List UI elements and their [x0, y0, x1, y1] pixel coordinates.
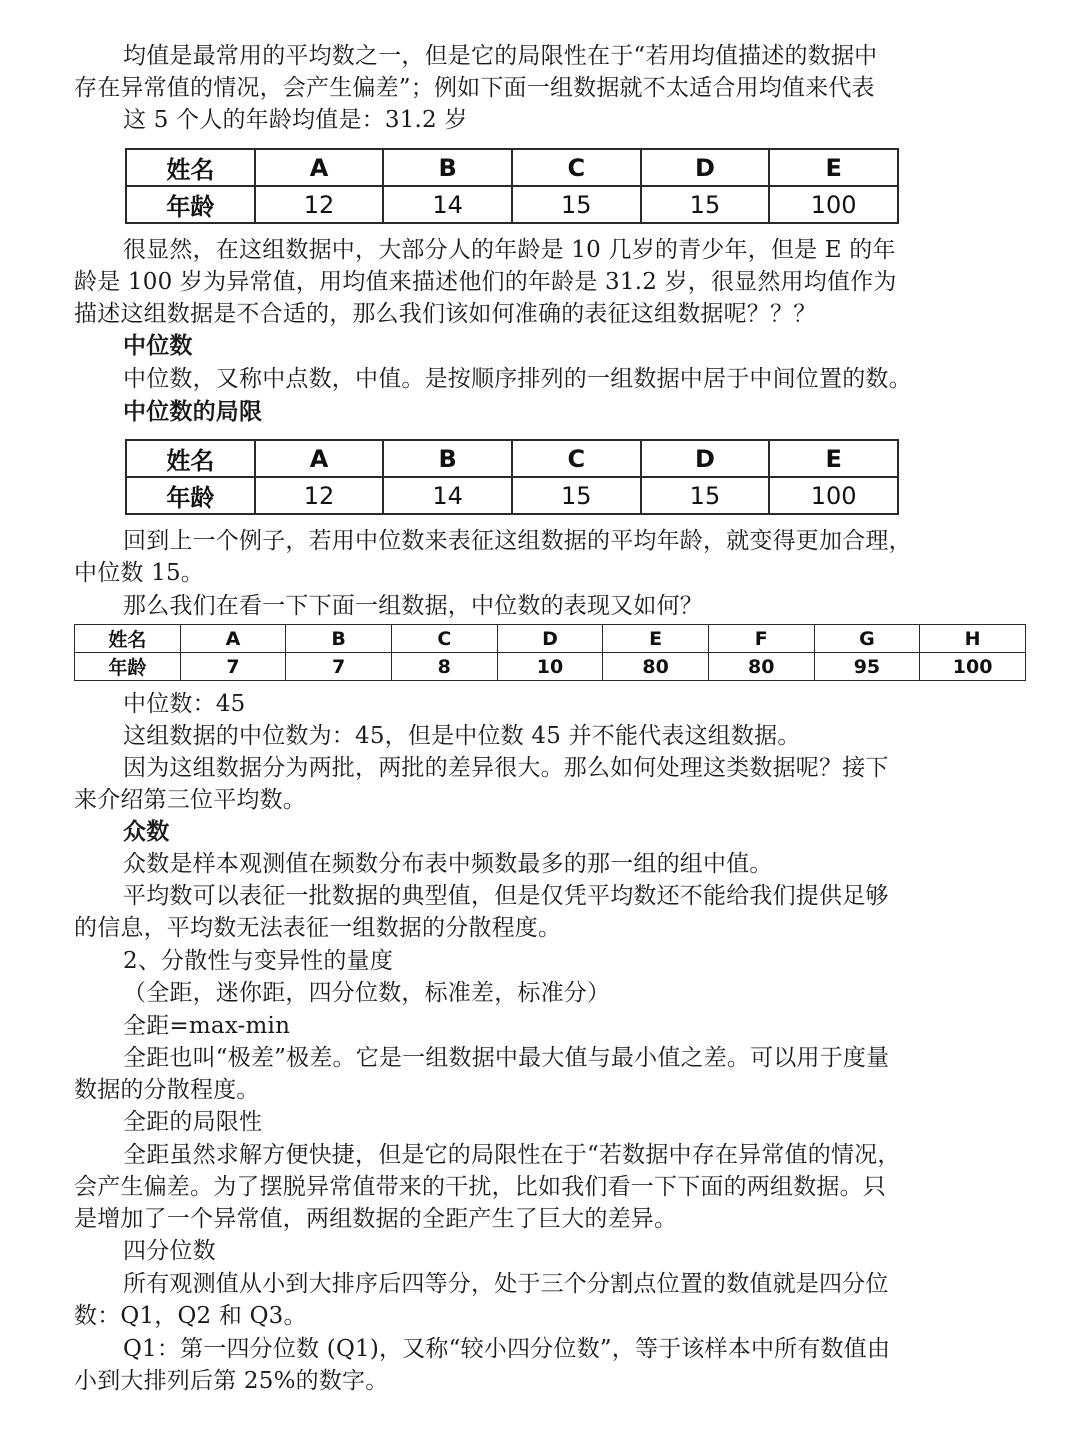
paragraph-outlier-line3: 描述这组数据是不合适的，那么我们该如何准确的表征这组数据呢？？？	[74, 301, 817, 327]
table-cell: 80	[603, 653, 709, 681]
table-cell: 年龄	[75, 653, 181, 681]
table-row	[75, 653, 1026, 681]
table-cell: 12	[255, 477, 384, 514]
paragraph-median-45: 中位数：45	[123, 691, 246, 717]
table-cell: H	[920, 625, 1026, 653]
paragraph-average-limit-line2: 的信息，平均数无法表征一组数据的分散程度。	[74, 915, 562, 941]
heading-quartiles: 四分位数	[123, 1238, 216, 1264]
paragraph-outlier-line2: 龄是 100 岁为异常值，用均值来描述他们的年龄是 31.2 岁，很显然用均值作为	[74, 269, 897, 295]
table-cell: 姓名	[126, 149, 255, 186]
table-cell: 12	[255, 186, 384, 223]
table-cell: 100	[769, 477, 898, 514]
heading-median-limit: 中位数的局限	[123, 399, 263, 425]
paragraph-next-example: 那么我们在看一下下面一组数据，中位数的表现又如何？	[123, 593, 703, 619]
table-row	[126, 186, 898, 223]
paragraph-median-45-note: 这组数据的中位数为：45，但是中位数 45 并不能代表这组数据。	[123, 723, 801, 749]
paragraph-q1-line2: 小到大排列后第 25%的数字。	[74, 1368, 389, 1394]
table-cell: D	[641, 149, 770, 186]
table-cell: 15	[641, 186, 770, 223]
paragraph-quartiles-line1: 所有观测值从小到大排序后四等分，处于三个分割点位置的数值就是四分位	[123, 1271, 889, 1297]
paragraph-range-limit-line3: 是增加了一个异常值，两组数据的全距产生了巨大的差异。	[74, 1206, 678, 1232]
paragraph-median-example-line1: 回到上一个例子，若用中位数来表征这组数据的平均年龄，就变得更加合理，	[123, 528, 912, 554]
table-cell: A	[180, 625, 286, 653]
paragraph-range-definition-line2: 数据的分散程度。	[74, 1077, 260, 1103]
paragraph-median-definition: 中位数，又称中点数，中值。是按顺序排列的一组数据中居于中间位置的数。	[123, 366, 912, 392]
table-header-row	[75, 625, 1026, 653]
paragraph-outlier-line1: 很显然，在这组数据中，大部分人的年龄是 10 几岁的青少年，但是 E 的年	[123, 237, 896, 263]
table-cell: E	[603, 625, 709, 653]
table-cell: B	[383, 440, 512, 477]
paragraph-range-limit-line1: 全距虽然求解方便快捷，但是它的局限性在于“若数据中存在异常值的情况，	[123, 1142, 901, 1168]
heading-median: 中位数	[123, 333, 193, 359]
paragraph-mean-value: 这 5 个人的年龄均值是：31.2 岁	[123, 107, 468, 133]
table-cell: 14	[383, 186, 512, 223]
table-cell: 8	[391, 653, 497, 681]
table-row	[126, 477, 898, 514]
paragraph-mode-definition: 众数是样本观测值在频数分布表中频数最多的那一组的组中值。	[123, 851, 773, 877]
table-cell: B	[286, 625, 392, 653]
paragraph-dispersion-measures: （全距，迷你距，四分位数，标准差，标准分）	[123, 980, 611, 1006]
paragraph-median-example-line2: 中位数 15。	[74, 560, 204, 586]
table-cell: E	[769, 149, 898, 186]
table-cell: A	[255, 440, 384, 477]
table-cell: C	[512, 149, 641, 186]
paragraph-q1-line1: Q1：第一四分位数 (Q1)，又称“较小四分位数”，等于该样本中所有数值由	[123, 1336, 891, 1362]
table-cell: F	[708, 625, 814, 653]
section-heading-dispersion: 2、分散性与变异性的量度	[123, 948, 394, 974]
paragraph-range-limit-line2: 会产生偏差。为了摆脱异常值带来的干扰，比如我们看一下下面的两组数据。只	[74, 1174, 886, 1200]
table-cell: 15	[512, 477, 641, 514]
table-cell: E	[769, 440, 898, 477]
table-cell: C	[391, 625, 497, 653]
table-cell: 100	[769, 186, 898, 223]
table-header-row	[126, 149, 898, 186]
age-table-median	[125, 439, 899, 515]
paragraph-range-formula: 全距=max-min	[123, 1013, 291, 1039]
table-cell: 年龄	[126, 186, 255, 223]
table-cell: 15	[512, 186, 641, 223]
table-cell: 15	[641, 477, 770, 514]
table-header-row	[126, 440, 898, 477]
age-table-two-groups	[74, 624, 1026, 681]
table-cell: 14	[383, 477, 512, 514]
table-cell: C	[512, 440, 641, 477]
table-cell: 95	[814, 653, 920, 681]
table-cell: 年龄	[126, 477, 255, 514]
table-cell: G	[814, 625, 920, 653]
paragraph-quartiles-line2: 数：Q1，Q2 和 Q3。	[74, 1303, 307, 1329]
paragraph-range-definition-line1: 全距也叫“极差”极差。它是一组数据中最大值与最小值之差。可以用于度量	[123, 1045, 890, 1071]
table-cell: 100	[920, 653, 1026, 681]
paragraph-two-groups-line2: 来介绍第三位平均数。	[74, 787, 306, 813]
table-cell: 80	[708, 653, 814, 681]
paragraph-mean-limit-line2: 存在异常值的情况，会产生偏差”；例如下面一组数据就不太适合用均值来代表	[74, 75, 875, 101]
table-cell: 7	[180, 653, 286, 681]
table-cell: A	[255, 149, 384, 186]
table-cell: D	[641, 440, 770, 477]
table-cell: D	[497, 625, 603, 653]
table-cell: 姓名	[126, 440, 255, 477]
paragraph-two-groups-line1: 因为这组数据分为两批，两批的差异很大。那么如何处理这类数据呢？接下	[123, 755, 889, 781]
age-table-mean	[125, 148, 899, 224]
table-cell: B	[383, 149, 512, 186]
heading-range-limit: 全距的局限性	[123, 1109, 263, 1135]
heading-mode: 众数	[123, 819, 170, 845]
paragraph-average-limit-line1: 平均数可以表征一批数据的典型值，但是仅凭平均数还不能给我们提供足够	[123, 883, 889, 909]
paragraph-mean-limit-line1: 均值是最常用的平均数之一，但是它的局限性在于“若用均值描述的数据中	[123, 43, 878, 69]
table-cell: 7	[286, 653, 392, 681]
table-cell: 姓名	[75, 625, 181, 653]
table-cell: 10	[497, 653, 603, 681]
